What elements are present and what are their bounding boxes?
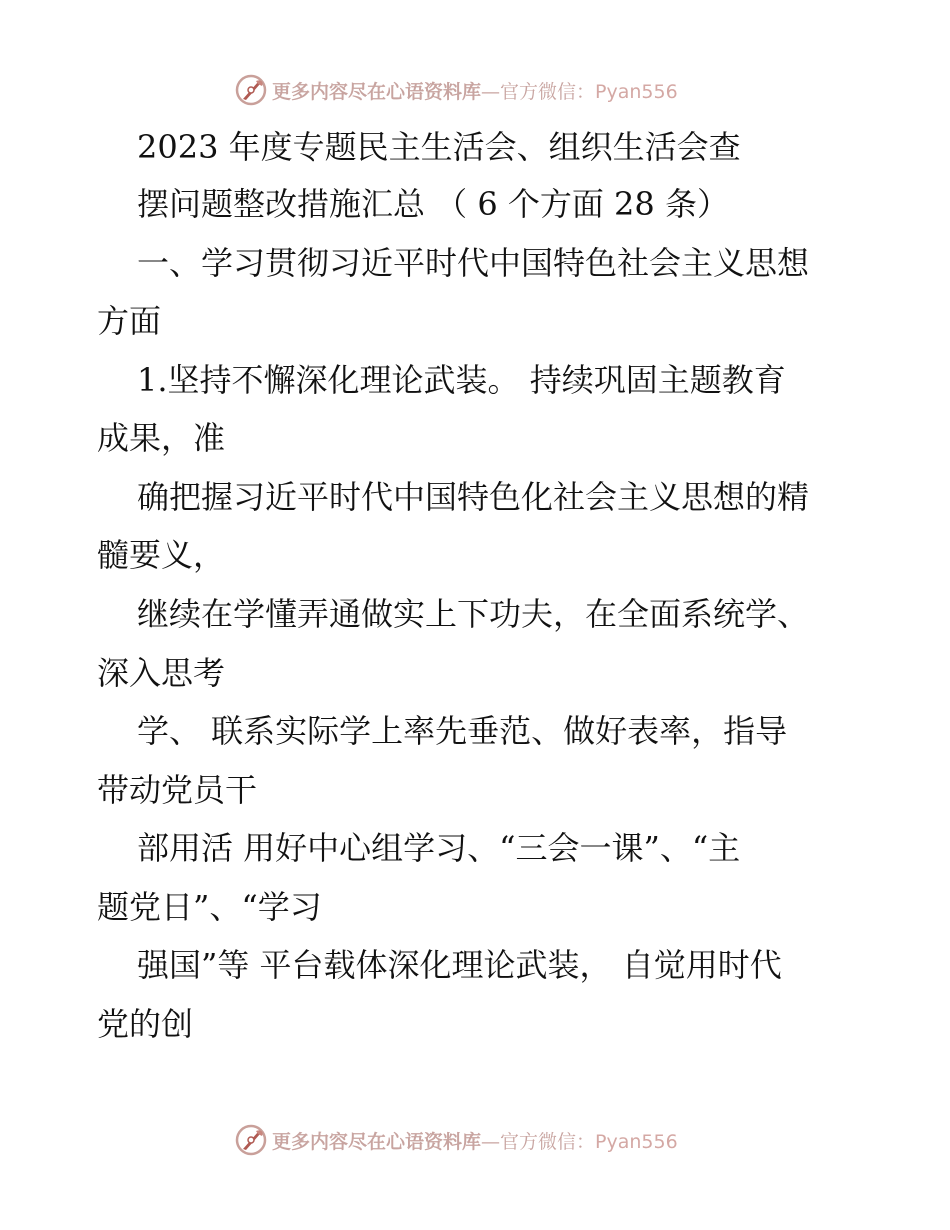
watermark-row: [234, 1122, 678, 1158]
watermark-dash: —: [481, 80, 501, 103]
body-line: 强国”等 平台载体深化理论武装， 自觉用时代: [137, 946, 782, 984]
quill-logo-icon: [234, 73, 268, 107]
body-line: 成果，准: [97, 419, 226, 457]
header-watermark: [0, 72, 950, 108]
watermark-dash: —: [481, 1130, 501, 1153]
watermark-wechat-id: Pyan556: [595, 80, 678, 103]
watermark-brand: 更多内容尽在心语资料库: [272, 1130, 482, 1153]
body-line: 继续在学懂弄通做实上下功夫，在全面系统学、: [137, 595, 810, 633]
body-line: 党的创: [97, 1005, 194, 1043]
body-line: 部用活 用好中心组学习、“三会一课”、“主: [137, 829, 741, 867]
body-line: 1.坚持不懈深化理论武装。 持续巩固主题教育: [137, 361, 786, 399]
watermark-wechat-label: 官方微信：: [500, 1130, 596, 1153]
document-title-line-1: 2023 年度专题民主生活会、组织生活会查: [137, 128, 741, 166]
watermark-wechat-id: Pyan556: [595, 1130, 678, 1153]
body-line: 带动党员干: [97, 771, 258, 809]
watermark-row: [234, 72, 678, 108]
watermark-wechat-label: 官方微信：: [500, 80, 596, 103]
body-line: 髓要义，: [97, 536, 226, 574]
document-title-line-2: 摆问题整改措施汇总 （ 6 个方面 28 条）: [137, 185, 729, 223]
body-line: 确把握习近平时代中国特色化社会主义思想的精: [137, 478, 810, 516]
body-line: 题党日”、“学习: [97, 888, 322, 926]
section-heading-line-1: 一、学习贯彻习近平时代中国特色社会主义思想: [137, 244, 810, 282]
watermark-brand: 更多内容尽在心语资料库: [272, 80, 482, 103]
section-heading-line-2: 方面: [97, 302, 162, 340]
quill-logo-icon: [234, 1123, 268, 1157]
body-line: 学、 联系实际学上率先垂范、做好表率，指导: [137, 712, 788, 750]
body-line: 深入思考: [97, 654, 226, 692]
watermark-text: [272, 77, 678, 104]
watermark-text: [272, 1127, 678, 1154]
footer-watermark: [0, 1122, 950, 1158]
